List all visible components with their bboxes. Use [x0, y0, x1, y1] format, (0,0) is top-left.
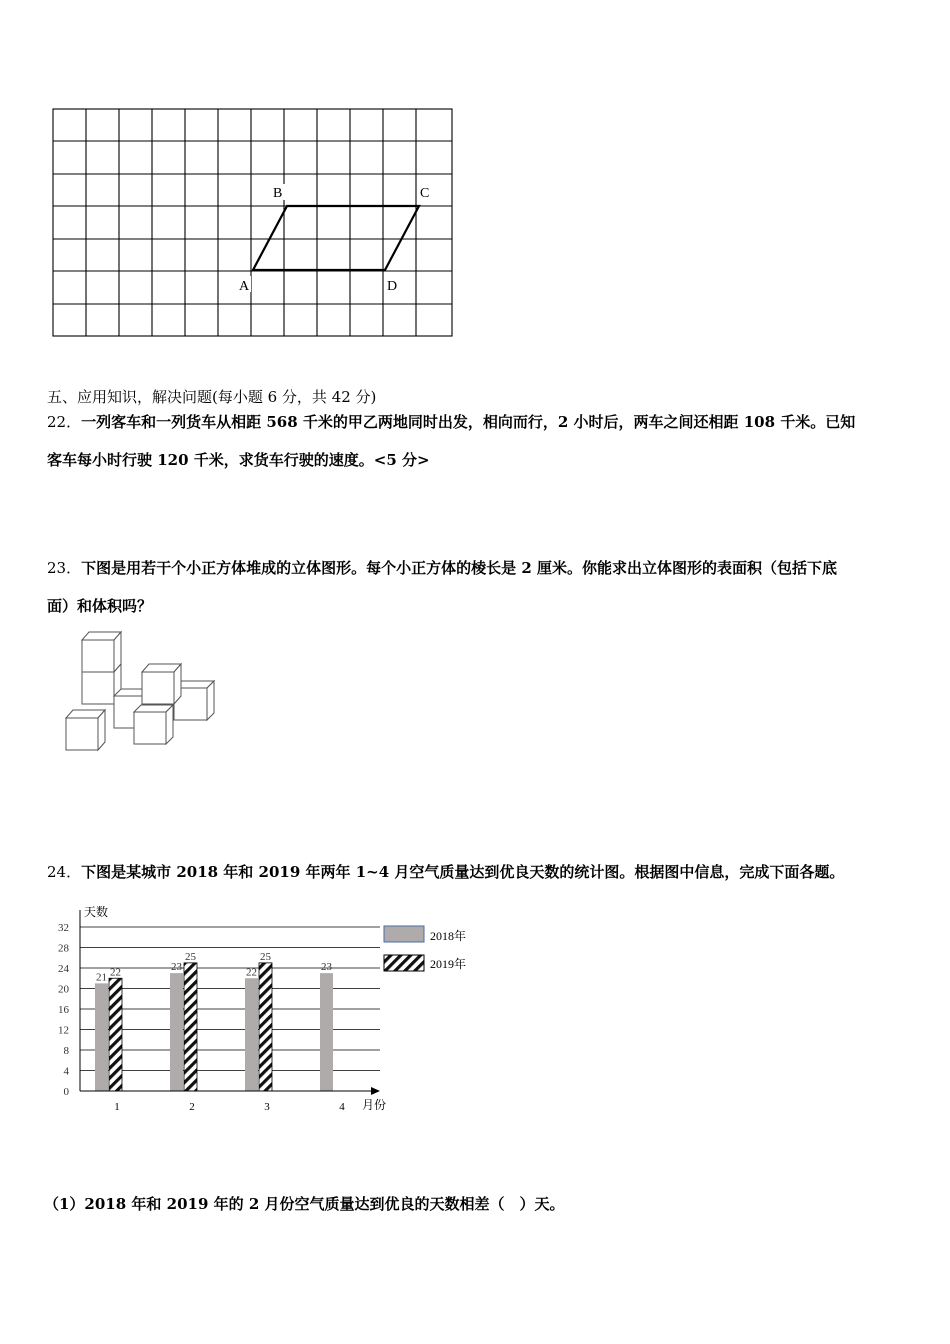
- label-c: C: [420, 186, 430, 201]
- data-label: 25: [260, 950, 271, 963]
- bar-2018年-2: [170, 973, 183, 1091]
- y-tick-label: 16: [58, 1004, 69, 1016]
- data-label: 23: [321, 961, 332, 974]
- legend-swatch-2018: [384, 926, 424, 942]
- y-tick-label: 24: [58, 963, 69, 975]
- y-tick-label: 32: [58, 922, 69, 934]
- question-23-line2: 面）和体积吗？: [47, 597, 153, 615]
- data-label: 23: [171, 961, 182, 974]
- y-tick-label: 4: [63, 1065, 69, 1078]
- bar-2019年-1: [109, 978, 122, 1091]
- question-text: 下图是某城市 2018 年和 2019 年两年 1~4 月空气质量达到优良天数的统计图。根据图中信息，完成下面各题。: [81, 863, 845, 881]
- y-tick-label: 0: [63, 1086, 69, 1098]
- question-text: 一列客车和一列货车从相距 568 千米的甲乙两地同时出发，相向而行，2 小时后，两车之间还相距 108 千米。已知: [81, 413, 856, 431]
- bar-2018年-4: [320, 973, 333, 1091]
- bar-2018年-1: [95, 983, 108, 1091]
- data-label: 21: [96, 971, 107, 984]
- question-22-line2: 客车每小时行驶 120 千米，求货车行驶的速度。<5 分>: [47, 451, 430, 469]
- bar-2018年-3: [245, 978, 258, 1091]
- question-24-line1: [47, 861, 844, 882]
- grid-figure: [52, 108, 457, 340]
- y-tick-label: 20: [58, 983, 69, 996]
- y-axis-label: 天数: [84, 905, 109, 919]
- x-axis-label: 月份: [362, 1098, 387, 1112]
- legend-swatch-2019: [384, 955, 424, 971]
- question-number: 22．: [47, 413, 82, 431]
- data-label: 22: [110, 966, 121, 979]
- y-tick-label: 12: [58, 1024, 69, 1037]
- legend-label-2018: 2018年: [430, 929, 467, 943]
- x-tick-label: 1: [114, 1101, 120, 1113]
- y-tick-label: 28: [58, 942, 69, 955]
- question-number: 24．: [47, 863, 82, 881]
- x-tick-label: 2: [189, 1101, 195, 1113]
- section-heading: 五、应用知识，解决问题(每小题 6 分，共 42 分): [47, 388, 377, 406]
- data-label: 25: [185, 950, 196, 963]
- y-tick-label: 8: [63, 1045, 69, 1057]
- bar-2019年-2: [184, 963, 197, 1091]
- x-tick-label: 3: [264, 1101, 270, 1113]
- label-a: A: [239, 279, 250, 294]
- question-22-line1: [47, 411, 855, 432]
- parallelogram-abcd: [253, 206, 419, 270]
- sub-question-1: （1）2018 年和 2019 年的 2 月份空气质量达到优良的天数相差（ ）天。: [44, 1195, 565, 1213]
- data-label: 22: [246, 966, 257, 979]
- x-axis-arrow: [371, 1087, 380, 1095]
- bar-2019年-3: [259, 963, 272, 1091]
- cube-stack-figure: [60, 628, 220, 756]
- label-b: B: [273, 186, 283, 201]
- bar-chart: [40, 898, 480, 1120]
- question-23-line1: [47, 557, 837, 578]
- x-tick-label: 4: [339, 1101, 345, 1113]
- question-text: 下图是用若干个小正方体堆成的立体图形。每个小正方体的棱长是 2 厘米。你能求出立体图形的表面积（包括下底: [81, 559, 837, 577]
- question-number: 23．: [47, 559, 82, 577]
- label-d: D: [387, 279, 398, 294]
- legend-label-2019: 2019年: [430, 957, 467, 971]
